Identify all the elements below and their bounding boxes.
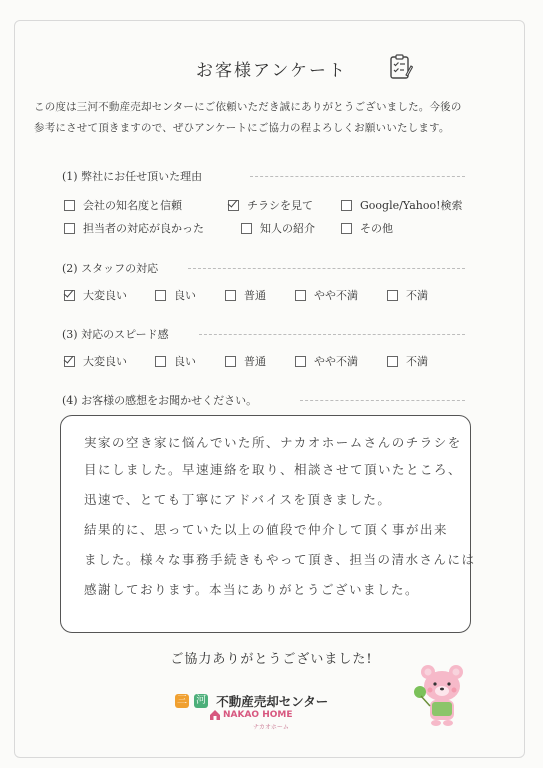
q3-option[interactable] (295, 353, 358, 369)
checkbox-checked[interactable] (64, 290, 75, 301)
title-row (0, 56, 543, 81)
checkbox[interactable] (341, 200, 352, 211)
checkbox[interactable] (64, 223, 75, 234)
comment-line: 感謝しております。本当にありがとうございました。 (84, 582, 420, 597)
dashed-divider (188, 268, 465, 269)
company-logo (175, 690, 375, 740)
checkbox-checked[interactable] (64, 356, 75, 367)
option-label: 大変良い (83, 289, 127, 302)
house-icon (209, 709, 221, 721)
q2-option[interactable] (155, 287, 196, 303)
logo-box-kawa: 河 (196, 694, 207, 706)
logo-subtitle: NAKAO HOME (223, 710, 293, 720)
dashed-divider (300, 400, 465, 401)
logo-box-mi: 三 (177, 694, 187, 706)
bear-mascot-icon (412, 660, 472, 728)
checkbox[interactable] (155, 290, 166, 301)
q1-option[interactable] (341, 197, 463, 213)
comment-line: 迅速で、とても丁寧にアドバイスを頂きました。 (84, 492, 392, 507)
q2-option[interactable] (225, 287, 266, 303)
option-label: 担当者の対応が良かった (83, 222, 204, 235)
checkbox[interactable] (387, 290, 398, 301)
comment-line: 目にしました。早速連絡を取り、相談させて頂いたところ、 (84, 462, 463, 477)
checkbox[interactable] (155, 356, 166, 367)
q1-option[interactable] (64, 220, 204, 236)
option-label: チラシを見て (247, 199, 313, 212)
q2-option[interactable] (387, 287, 428, 303)
closing-message: ご協力ありがとうございました! (170, 652, 373, 667)
option-label: 良い (174, 289, 196, 302)
q1-option[interactable] (64, 197, 182, 213)
q1-option[interactable] (241, 220, 315, 236)
option-label: その他 (360, 222, 393, 235)
q3-option[interactable] (155, 353, 196, 369)
comment-line: 実家の空き家に悩んでいた所、ナカオホームさんのチラシを (84, 435, 462, 450)
option-label: 知人の紹介 (260, 222, 315, 235)
q3-option[interactable] (387, 353, 428, 369)
logo-subtitle-kana: ナカオホーム (253, 724, 289, 731)
page-title: お客様アンケート (196, 61, 347, 81)
intro-text (34, 97, 524, 139)
checkbox[interactable] (64, 200, 75, 211)
question-3-heading: (3) 対応のスピード感 (62, 328, 169, 341)
question-4-heading: (4) お客様の感想をお聞かせください。 (62, 394, 258, 407)
option-label: 普通 (244, 289, 266, 302)
comment-line: ました。様々な事務手続きもやって頂き、担当の清水さんには (84, 552, 476, 567)
option-label: 普通 (244, 355, 266, 368)
option-label: やや不満 (314, 355, 358, 368)
option-label: やや不満 (314, 289, 358, 302)
comment-line: 結果的に、思っていた以上の値段で仲介して頂く事が出来 (84, 522, 449, 537)
clipboard-icon (389, 54, 413, 80)
q1-option[interactable] (228, 197, 313, 213)
option-label: Google/Yahoo!検索 (360, 199, 463, 212)
q1-option[interactable] (341, 220, 393, 236)
logo-name: 不動産売却センター (216, 693, 329, 709)
option-label: 会社の知名度と信頼 (83, 199, 182, 212)
q3-option[interactable] (64, 353, 127, 369)
option-label: 不満 (406, 289, 428, 302)
checkbox[interactable] (295, 356, 306, 367)
checkbox[interactable] (225, 356, 236, 367)
dashed-divider (250, 176, 465, 177)
q2-option[interactable] (64, 287, 127, 303)
checkbox-checked[interactable] (228, 200, 239, 211)
question-1-heading: (1) 弊社にお任せ頂いた理由 (62, 170, 203, 183)
option-label: 不満 (406, 355, 428, 368)
question-2-heading: (2) スタッフの対応 (62, 262, 159, 275)
option-label: 良い (174, 355, 196, 368)
intro-line: 参考にさせて頂きますので、ぜひアンケートにご協力の程よろしくお願いいたします。 (34, 122, 450, 134)
dashed-divider (199, 334, 465, 335)
q3-option[interactable] (225, 353, 266, 369)
checkbox[interactable] (241, 223, 252, 234)
checkbox[interactable] (387, 356, 398, 367)
checkbox[interactable] (295, 290, 306, 301)
checkbox[interactable] (225, 290, 236, 301)
intro-line: この度は三河不動産売却センターにご依頼いただき誠にありがとうございました。今後の (34, 101, 462, 113)
option-label: 大変良い (83, 355, 127, 368)
checkbox[interactable] (341, 223, 352, 234)
q2-option[interactable] (295, 287, 358, 303)
